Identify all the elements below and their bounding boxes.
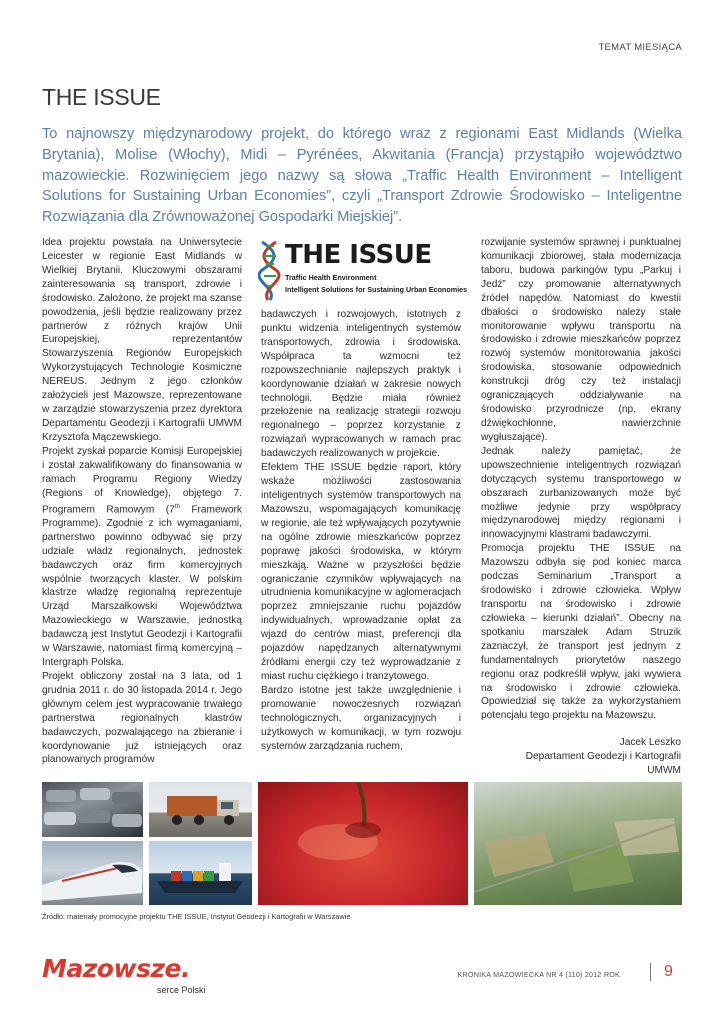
section-label: TEMAT MIESIĄCA <box>598 42 682 53</box>
project-logo <box>258 242 468 302</box>
photo-cargo-ship <box>149 841 252 905</box>
paragraph: Bardzo istotne jest także uwzględnienie i promowanie nowoczesnych rozwiązań technologicznych, organizacyjnych i użytkowych w komunikacji, w tym rozwoju systemów zarządzania ruchem, <box>261 684 461 752</box>
article-lead: To najnowszy międzynarodowy projekt, do którego wraz z regionami East Midlands (Wielka Brytania), Molise (Włochy), Midi – Pyrénées, Akwitania (Francja) przystąpiło województwo mazowieckie. Rozwinięciem jego nazwy są słowa „Traffic Health Environment – Intelligent Solutions for Sustaining Urban Economies”, czyli „Transport Zdrowie Środowisko – Inteligentne Rozwiązania dla Zrównoważonej Gospodarki Miejskiej”. <box>42 126 682 226</box>
photo-apple <box>258 782 468 905</box>
paragraph: Efektem THE ISSUE będzie raport, który wskaże możliwości zastosowania inteligentnych systemów transportowych na Mazowszu, wspomagających komunikację w regionie, ale też wpływających pozytywnie na ogólne zdrowie mieszkańców poprzez poprawę jakości środowiska, w którym mieszkają. Ważne w przyszłości będzie ograniczanie czynników wpływających na utrudnienia komunikacyjne w aglomeracjach poprzez zmniejszanie ruchu pojazdów indywidualnych, wprowadzanie opłat za wjazd do centrów miast, preferencji dla pojazdów napędzanych alternatywnymi źródłami energii czy też wyprowadzanie z miast ruchu ciężkiego i tranzytowego. <box>261 462 461 682</box>
project-logo-subtitle: Traffic Health Environment <box>285 273 377 282</box>
text-column-1 <box>42 236 242 767</box>
project-logo-tagline: Intelligent Solutions for Sustaining Urban Economies <box>285 285 468 294</box>
photo-caption: Źródło: materiały promocyjne projektu THE ISSUE, Instytut Geodezji i Kartografii w Warszawie <box>42 912 351 921</box>
photo-aerial-landscape <box>474 782 682 905</box>
page-number: 9 <box>664 963 673 980</box>
footer-divider <box>650 963 651 981</box>
photo-truck <box>149 782 252 837</box>
paragraph: Projekt zyskał poparcie Komisji Europejskiej i został zakwalifikowany do finansowania w ramach Programu Regiony Wiedzy (Regions of Knowledge), objętego 7. Programem Ramowym (7th Framework Programme). Zgodnie z ich wymaganiami, partnerstwo powinno odbywać się przy udziale władz regionalnych, jednostek badawczych oraz firm komercyjnych wspólnie tworzących klaster. W polskim klastrze władzę regionalną reprezentuje Urząd Marszałkowski Województwa Mazowieckiego w Warszawie, jednostką badawczą jest Instytut Geodezji i Kartografii w Warszawie, natomiast firmą komercyjną – Intergraph Polska. <box>42 445 242 669</box>
article-title: THE ISSUE <box>42 84 161 110</box>
brand-tagline: serce Polski <box>157 985 206 995</box>
dna-helix-icon <box>258 240 282 302</box>
photo-high-speed-train <box>42 841 143 905</box>
mazowsze-logo <box>42 955 222 1003</box>
paragraph: badawczych i rozwojowych, istotnych z punktu widzenia inteligentnych systemów transportowych, zdrowia i środowiska. Współpraca ta wzmocni też rozpowszechnianie najlepszych praktyk i koordynowanie działań w zakresie nowych technologii. Będzie miała również przełożenie na realizację strategii rozwoju regionalnego – poprzez korzystanie z rozwiązań wypracowanych w ramach prac badawczych realizowanych w projekcie. <box>261 309 461 460</box>
text-column-2 <box>261 308 461 754</box>
brand-wordmark: Mazowsze. <box>42 954 190 983</box>
author-department: Departament Geodezji i Kartografii <box>525 751 681 763</box>
paragraph: Projekt obliczony został na 3 lata, od 1 grudnia 2011 r. do 30 listopada 2014 r. Jego głównym celem jest wypracowanie trwałego partnerstwa regionalnych klastrów badawczych, pozwalającego na zbieranie i koordynowanie już istniejących oraz planowanych programów <box>42 670 242 766</box>
photo-parked-cars <box>42 782 143 837</box>
text-column-3 <box>481 236 681 778</box>
signature <box>481 736 681 778</box>
author-organization: UMWM <box>647 765 681 777</box>
paragraph: rozwijanie systemów sprawnej i punktualnej komunikacji zbiorowej, stała modernizacja taboru, budowa parkingów typu „Parkuj i Jedź” czy promowanie alternatywnych źródeł napędów. Natomiast do kwestii dbałości o środowisko należy stałe monitorowanie wpływu transportu na środowisko i zdrowie mieszkańców poprzez rozwój systemów monitorowania jakości środowiska, stosowanie odpowiednich konstrukcji dróg czy też instalacji ograniczających oddziaływanie na środowisko przyrodnicze (np. ekrany dźwiękochłonne, nawierzchnie wygłuszające). <box>481 237 681 443</box>
issue-info: KRONIKA MAZOWIECKA NR 4 (110) 2012 ROK <box>457 970 620 979</box>
paragraph: Promocja projektu THE ISSUE na Mazowszu odbyła się pod koniec marca podczas Seminarium „Transport a środowisko i zdrowie człowieka. Wpływ transportu na środowisko i zdrowie człowieka – kierunki działań”. Obecny na spotkaniu marszałek Adam Struzik zaznaczył, że transport jest jednym z fundamentalnych priorytetów naszego regionu oraz podkreślił wpływ, jaki wywiera na środowisko i zdrowie człowieka. Opowiedział się także za wykorzystaniem potencjału tego projektu na Mazowszu. <box>481 543 681 722</box>
project-logo-name: THE ISSUE <box>285 240 432 270</box>
author-name: Jacek Leszko <box>619 737 681 749</box>
paragraph: Idea projektu powstała na Uniwersytecie Leicester w regionie East Midlands w Wielkiej Brytanii. Kluczowymi obszarami zainteresowania są transport, zdrowie i środowisko. Założono, że projekt ma szanse powodzenia, jeśli będzie realizowany przez partnerów z różnych krajów Unii Europejskiej, reprezentantów Stowarzyszenia Regionów Europejskich Wykorzystujących Technologie Kosmiczne NEREUS. Jednym z jego członków założycieli jest Mazowsze, reprezentowane w zarządzie stowarzyszenia przez dyrektora Departamentu Geodezji i Kartografii UMWM Krzysztofa Mączewskiego. <box>42 237 242 443</box>
paragraph: Jednak należy pamiętać, że upowszechnienie inteligentnych rozwiązań dotyczących systemu transportowego w obszarach zurbanizowanych może być możliwe jedynie przy współpracy międzynarodowej między regionami i innowacyjnymi klastrami badawczymi. <box>481 445 681 541</box>
